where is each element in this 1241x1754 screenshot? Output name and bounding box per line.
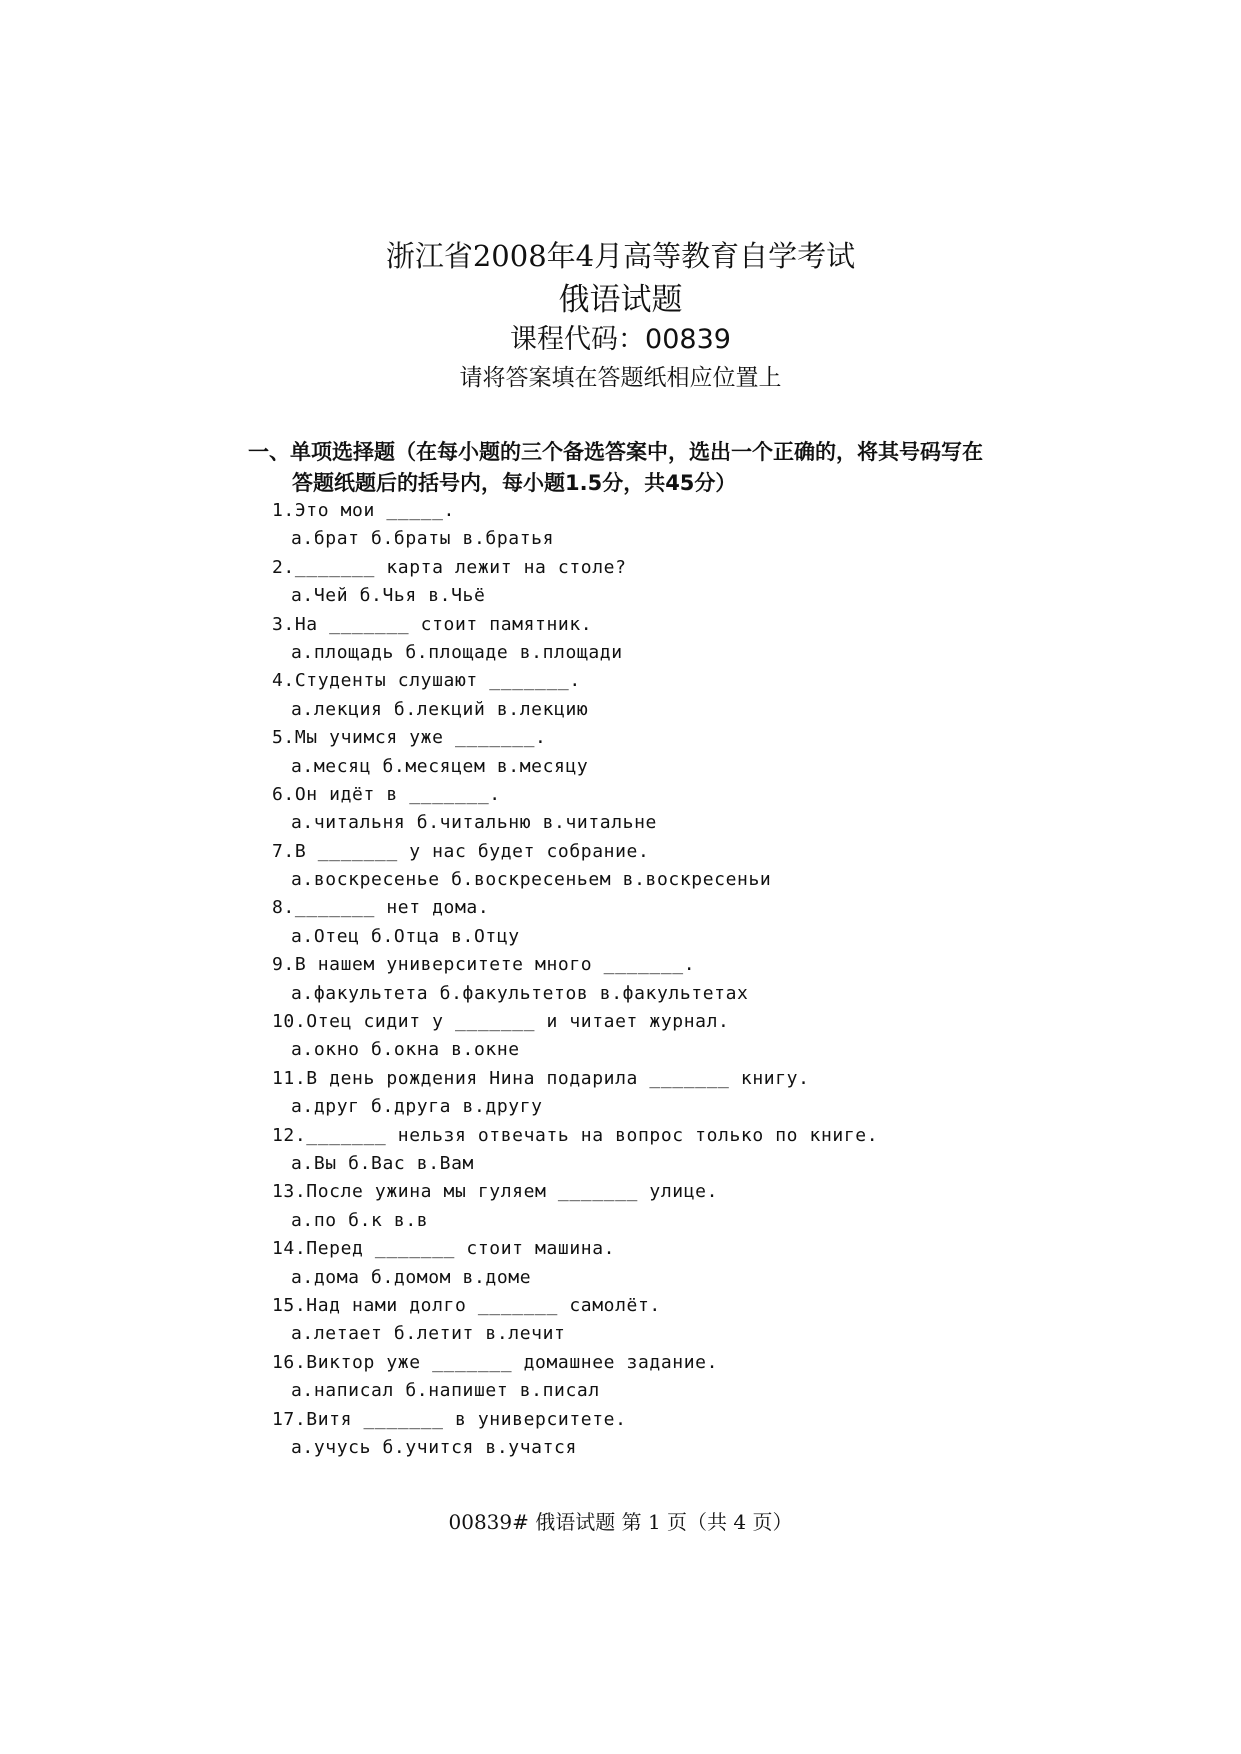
page-footer: 00839# 俄语试题 第 1 页（共 4 页） xyxy=(448,1510,793,1534)
question-8-text: 8._______ нет дома. xyxy=(272,897,490,919)
section-heading-line-1: 一、单项选择题（在每小题的三个备选答案中，选出一个正确的，将其号码写在 xyxy=(248,440,983,464)
question-3-text: 3.На _______ стоит памятник. xyxy=(272,613,593,635)
question-4-text: 4.Студенты слушают _______. xyxy=(272,670,581,692)
question-10-options: а.окно б.окна в.окне xyxy=(291,1039,520,1061)
question-12-text: 12._______ нельзя отвечать на вопрос только по книге. xyxy=(272,1124,879,1146)
exam-title: 浙江省2008年4月高等教育自学考试 xyxy=(385,239,856,273)
question-17-options: а.учусь б.учится в.учатся xyxy=(291,1436,577,1458)
answer-instruction: 请将答案填在答题纸相应位置上 xyxy=(459,365,782,391)
question-12-options: а.Вы б.Вас в.Вам xyxy=(291,1152,474,1174)
question-7-options: а.воскресенье б.воскресеньем в.воскресеньи xyxy=(291,869,772,891)
question-10-text: 10.Отец сидит у _______ и читает журнал. xyxy=(272,1011,730,1033)
question-9-text: 9.В нашем университете много _______. xyxy=(272,954,696,976)
question-11-text: 11.В день рождения Нина подарила _______ книгу. xyxy=(272,1067,810,1089)
question-13-text: 13.После ужина мы гуляем _______ улице. xyxy=(272,1181,719,1203)
question-1-options: а.брат б.браты в.братья xyxy=(291,528,555,550)
question-7-text: 7.В _______ у нас будет собрание. xyxy=(272,840,650,862)
question-4-options: а.лекция б.лекций в.лекцию xyxy=(291,698,589,720)
course-code: 课程代码：00839 xyxy=(510,324,731,355)
question-list xyxy=(272,497,1072,1462)
question-14-text: 14.Перед _______ стоит машина. xyxy=(272,1238,616,1260)
question-2-text: 2._______ карта лежит на столе? xyxy=(272,556,627,578)
question-5-text: 5.Мы учимся уже _______. xyxy=(272,727,547,749)
question-16-options: а.написал б.напишет в.писал xyxy=(291,1380,600,1402)
question-3-options: а.площадь б.площаде в.площади xyxy=(291,641,623,663)
question-2-options: а.Чей б.Чья в.Чьё xyxy=(291,585,486,607)
section-heading xyxy=(248,437,1068,499)
question-15-options: а.летает б.летит в.лечит xyxy=(291,1323,566,1345)
question-6-options: а.читальня б.читальню в.читальне xyxy=(291,812,657,834)
subject-title: 俄语试题 xyxy=(558,282,683,318)
question-8-options: а.Отец б.Отца в.Отцу xyxy=(291,925,520,947)
question-15-text: 15.Над нами долго _______ самолёт. xyxy=(272,1294,661,1316)
question-11-options: а.друг б.друга в.другу xyxy=(291,1096,543,1118)
question-16-text: 16.Виктор уже _______ домашнее задание. xyxy=(272,1351,719,1373)
question-13-options: а.по б.к в.в xyxy=(291,1209,429,1231)
question-17-text: 17.Витя _______ в университете. xyxy=(272,1408,627,1430)
question-9-options: а.факультета б.факультетов в.факультетах xyxy=(291,982,749,1004)
question-5-options: а.месяц б.месяцем в.месяцу xyxy=(291,755,589,777)
question-14-options: а.дома б.домом в.доме xyxy=(291,1266,532,1288)
section-heading-line-2: 答题纸题后的括号内，每小题1.5分，共45分） xyxy=(292,471,737,495)
document-header xyxy=(0,238,1241,394)
question-6-text: 6.Он идёт в _______. xyxy=(272,783,501,805)
question-1-text: 1.Это мои _____. xyxy=(272,500,455,521)
